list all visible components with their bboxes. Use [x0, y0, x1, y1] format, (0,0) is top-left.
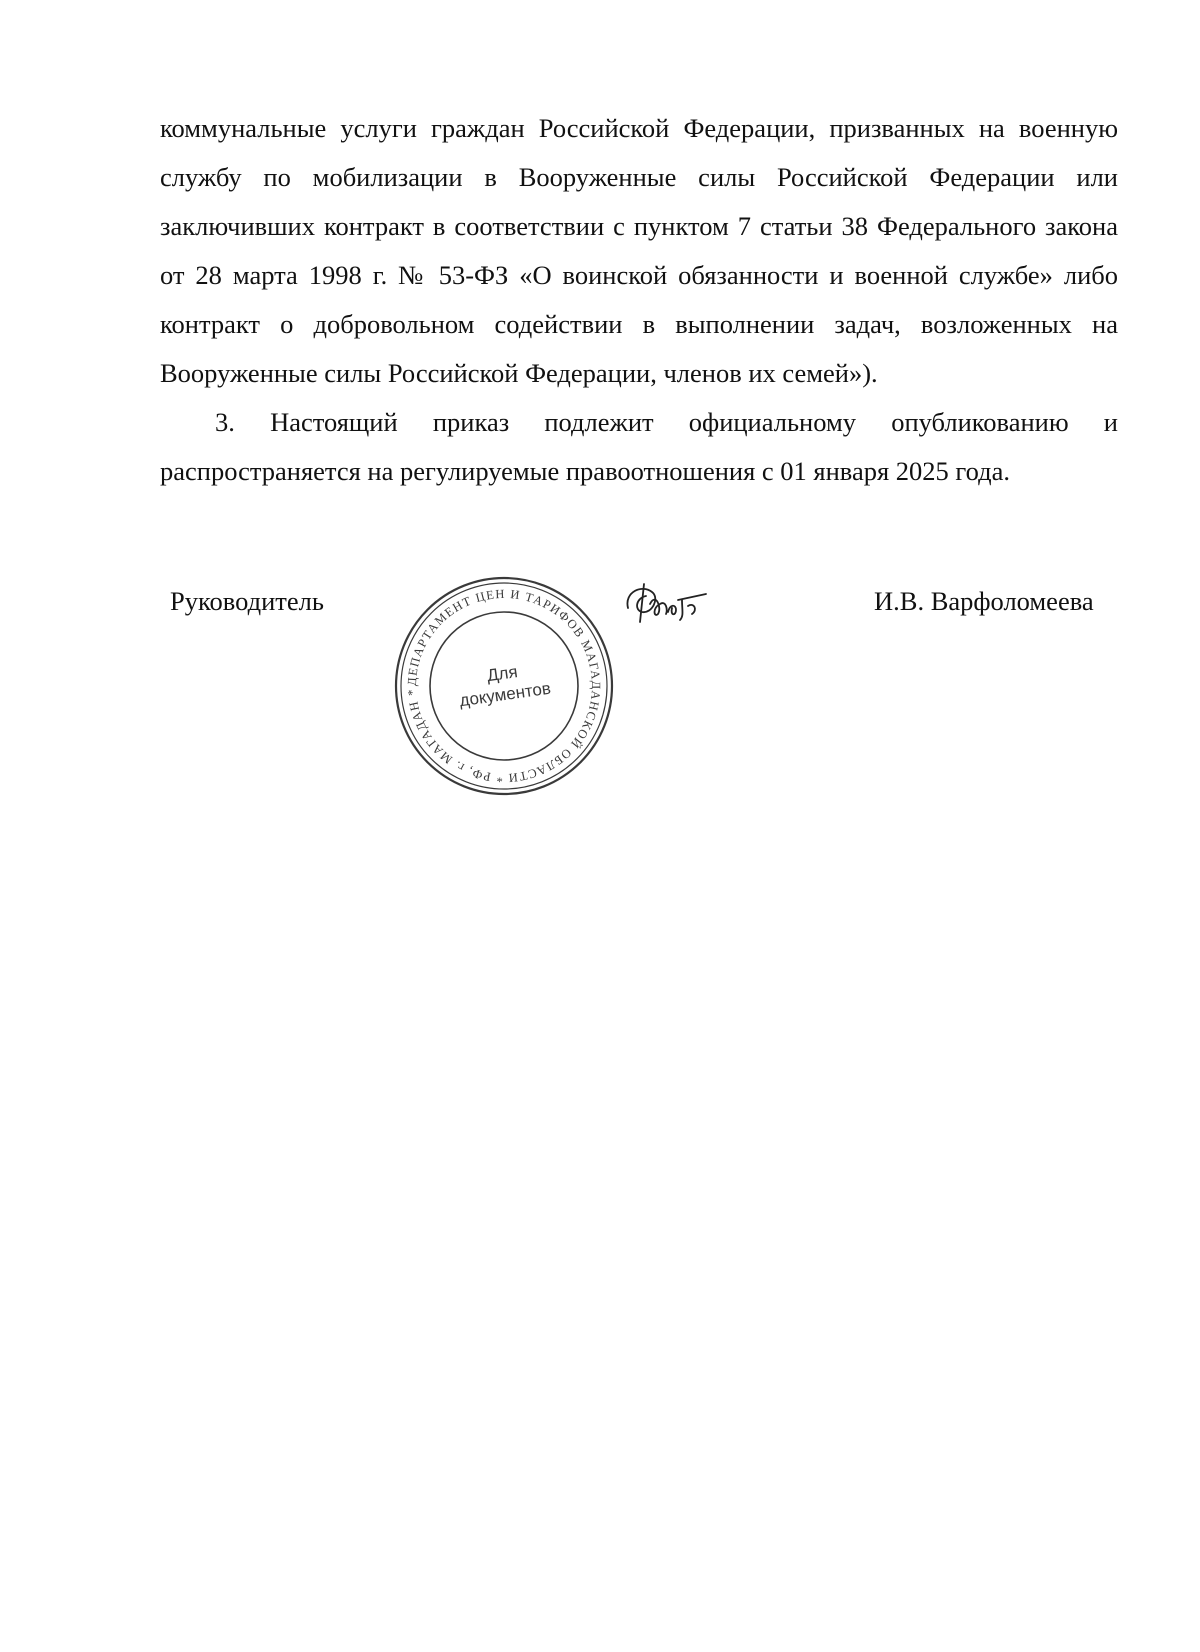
- stamp-center-line-1: Для: [485, 662, 519, 686]
- svg-text:ДЕПАРТАМЕНТ ЦЕН И ТАРИФОВ МАГА: ДЕПАРТАМЕНТ ЦЕН И ТАРИФОВ МАГАДАНСКОЙ ОБЛАСТИ * РФ, г. МАГАДАН *: [404, 586, 604, 786]
- paragraph-continuation: коммунальные услуги граждан Российской Федерации, призванных на военную службу по мобилизации в Вооруженные силы Российской Федерации или заключивших контракт в соответствии с пунктом 7 статьи 38 Федерального закона от 28 марта 1998 г. № 53-ФЗ «О воинской обязанности и военной службе» либо контракт о добровольном содействии в выполнении задач, возложенных на Вооруженные силы Российской Федерации, членов их семей»).: [160, 113, 1118, 388]
- paragraph-3: 3. Настоящий приказ подлежит официальному опубликованию и распространяется на регулируемые правоотношения с 01 января 2025 года.: [160, 407, 1118, 486]
- stamp-center-line-2: документов: [458, 678, 553, 711]
- signatory-name: И.В. Варфоломеева: [874, 586, 1094, 616]
- handwritten-signature: [622, 578, 712, 630]
- document-body: [160, 104, 1118, 496]
- signatory-title: Руководитель: [170, 586, 324, 616]
- official-seal-stamp: [390, 572, 618, 800]
